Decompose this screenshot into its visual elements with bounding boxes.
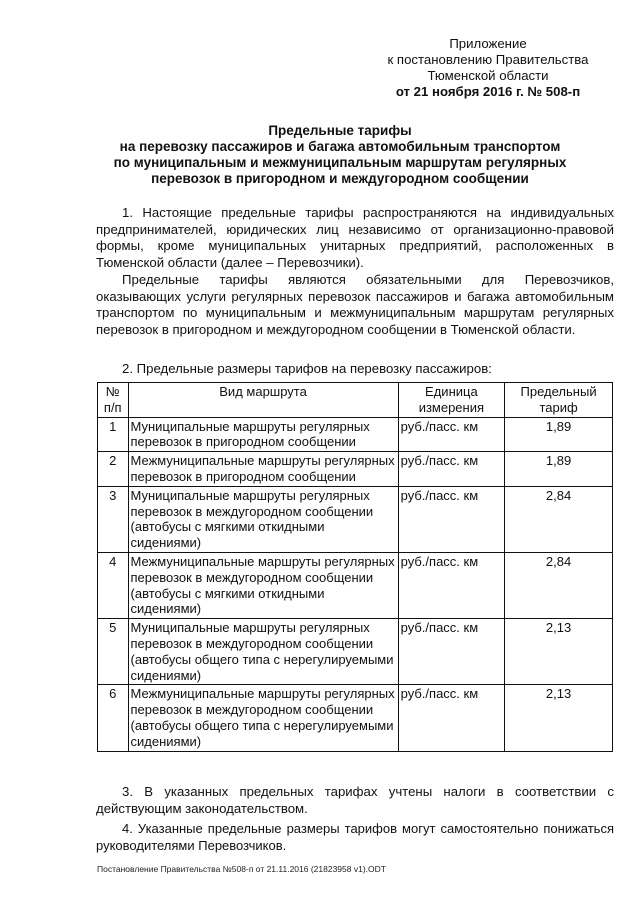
row-unit: руб./пасс. км [398,619,504,685]
title-line-3: по муниципальным и межмуниципальным маршрутам регулярных [113,155,567,170]
row-unit: руб./пасс. км [398,685,504,751]
tariffs-table [97,382,613,752]
row-num: 2 [98,452,129,487]
row-unit: руб./пасс. км [398,417,504,452]
header-num: № п/п [98,383,129,418]
title-line-2: на перевозку пассажиров и багажа автомобильным транспортом [119,139,561,154]
paragraph-4: 3. В указанных предельных тарифах учтены налоги в соответствии с действующим законодательством. [96,784,614,816]
table-row [98,619,613,685]
row-route: Муниципальные маршруты регулярных перевозок в междугородном сообщении (автобусы общего типа с нерегулируемыми сидениями) [128,619,398,685]
header-route: Вид маршрута [128,383,398,418]
paragraph-3: 2. Предельные размеры тарифов на перевозку пассажиров: [122,361,492,376]
row-unit: руб./пасс. км [398,486,504,552]
row-value: 2,13 [505,685,613,751]
table-row [98,486,613,552]
row-route: Муниципальные маршруты регулярных перевозок в междугородном сообщении (автобусы с мягкими откидными сидениями) [128,486,398,552]
row-unit: руб./пасс. км [398,552,504,618]
row-route: Муниципальные маршруты регулярных перевозок в пригородном сообщении [128,417,398,452]
row-num: 3 [98,486,129,552]
row-num: 4 [98,552,129,618]
annex-date-number: от 21 ноября 2016 г. № 508-п [395,84,581,99]
title-line-4: перевозок в пригородном и междугородном сообщении [151,171,529,186]
row-num: 5 [98,619,129,685]
row-value: 2,84 [505,552,613,618]
header-unit: Единица измерения [398,383,504,418]
title-line-1: Предельные тарифы [268,123,412,138]
document-footer: Постановление Правительства №508-п от 21.11.2016 (21823958 v1).ODT [97,864,386,874]
row-unit: руб./пасс. км [398,452,504,487]
annex-reference: к постановлению Правительства [387,52,589,67]
row-num: 6 [98,685,129,751]
row-route: Межмуниципальные маршруты регулярных перевозок в междугородном сообщении (автобусы общего типа с нерегулируемыми сидениями) [128,685,398,751]
table-row [98,452,613,487]
document-title [90,123,590,187]
annex-title: Приложение [449,36,527,51]
table-row [98,552,613,618]
annex-block [360,36,616,100]
row-value: 2,13 [505,619,613,685]
row-route: Межмуниципальные маршруты регулярных перевозок в пригородном сообщении [128,452,398,487]
table-row [98,685,613,751]
row-num: 1 [98,417,129,452]
row-value: 1,89 [505,417,613,452]
paragraph-1: 1. Настоящие предельные тарифы распространяются на индивидуальных предпринимателей, юридических лиц независимо от организационно-правовой формы, кроме муниципальных унитарных предприятий, расположенных в Тюменской области (далее – Перевозчики). [96,205,614,270]
row-value: 1,89 [505,452,613,487]
header-value: Предельный тариф [505,383,613,418]
paragraph-5: 4. Указанные предельные размеры тарифов могут самостоятельно понижаться руководителями Перевозчиков. [96,821,614,853]
annex-region: Тюменской области [427,68,549,83]
row-route: Межмуниципальные маршруты регулярных перевозок в междугородном сообщении (автобусы с мягкими откидными сидениями) [128,552,398,618]
paragraph-2: Предельные тарифы являются обязательными для Перевозчиков, оказывающих услуги регулярных перевозок пассажиров и багажа автомобильным транспортом по муниципальным и межмуниципальным маршрутам регулярных перевозок в пригородном и междугородном сообщении в Тюменской области. [96,272,614,337]
table-row [98,417,613,452]
table-header-row [98,383,613,418]
row-value: 2,84 [505,486,613,552]
